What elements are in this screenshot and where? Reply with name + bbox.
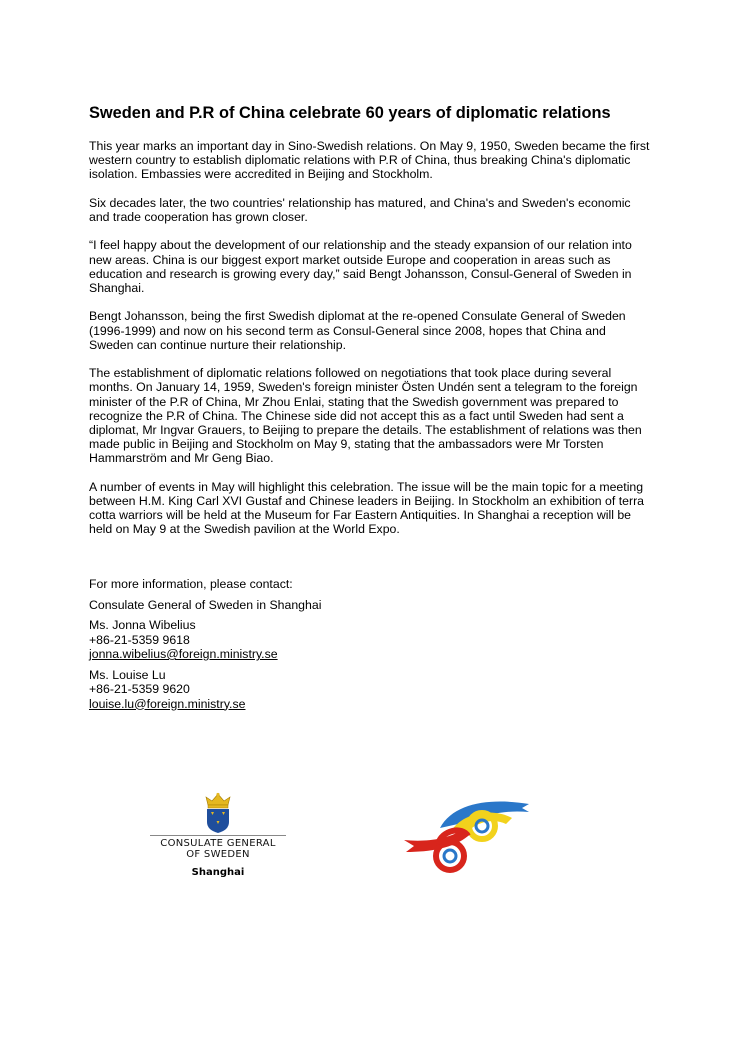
paragraph: Six decades later, the two countries' relationship has matured, and China's and Sweden's economic and trade cooperation has grown closer. <box>89 195 631 224</box>
article-body <box>89 139 651 551</box>
contact-name: Ms. Louise Lu <box>89 667 166 682</box>
paragraph: A number of events in May will highlight this celebration. The issue will be the main topic for a meeting between H.M. King Carl XVI Gustaf and Chinese leaders in Beijing. In Stockholm an exhibition of terra cotta warriors will be held at the Museum for Far Eastern Antiquities. In Shanghai a reception will be held on May 9 at the Swedish pavilion at the World Expo. <box>89 479 645 537</box>
paragraph: “I feel happy about the development of our relationship and the steady expansion of our relation into new areas. China is our biggest export market outside Europe and cooperation in areas such as education and research is growing every day,” said Bengt Johansson, Consul-General of Sweden in Shanghai. <box>89 238 632 295</box>
swedish-crest-icon <box>202 792 234 834</box>
contact-name: Ms. Jonna Wibelius <box>89 618 196 632</box>
anniversary-logo <box>402 800 530 882</box>
contact-phone: +86-21-5359 9620 <box>89 682 190 696</box>
logo-divider <box>150 835 286 836</box>
paragraph: The establishment of diplomatic relations followed on negotiations that took place during several months. On January 14, 1959, Sweden's foreign minister Östen Undén sent a telegram to the foreign minister of the P.R of China, Mr Zhou Enlai, stating that the Swedish government was prepared to recognize the P.R of China. The Chinese side did not accept this as a fact until Sweden had sent a diplomat, Mr Ingvar Grauers, to Beijing to prepare the details. The establishment of relations was then made public in Beijing and Stockholm on May 9, stating that the ambassadors were Mr Torsten Hammarström and Mr Geng Biao. <box>89 366 642 466</box>
paragraph: This year marks an important day in Sino-Swedish relations. On May 9, 1950, Sweden became the first western country to establish diplomatic relations with P.R of China, thus breaking China's diplomatic isolation. Embassies were accredited in Beijing and Stockholm. <box>89 139 650 182</box>
contact-organization: Consulate General of Sweden in Shanghai <box>89 597 322 612</box>
contact-email-link[interactable]: louise.lu@foreign.ministry.se <box>89 696 246 711</box>
logo-city: Shanghai <box>191 867 245 878</box>
sino-swedish-60-logo-icon <box>402 800 530 882</box>
contact-phone: +86-21-5359 9618 <box>89 632 190 647</box>
logo-text-line1: CONSULATE GENERAL <box>160 838 276 849</box>
consulate-logo <box>150 792 286 884</box>
logo-text-line2: OF SWEDEN <box>186 849 250 860</box>
page-title: Sweden and P.R of China celebrate 60 years of diplomatic relations <box>89 104 611 122</box>
contact-intro: For more information, please contact: <box>89 577 293 591</box>
contact-email-link[interactable]: jonna.wibelius@foreign.ministry.se <box>89 647 278 661</box>
paragraph: Bengt Johansson, being the first Swedish diplomat at the re-opened Consulate General of Sweden (1996-1999) and now on his second term as Consul-General since 2008, hopes that China and Sweden can continue nurture their relationship. <box>89 309 626 352</box>
contact-block <box>89 577 489 711</box>
